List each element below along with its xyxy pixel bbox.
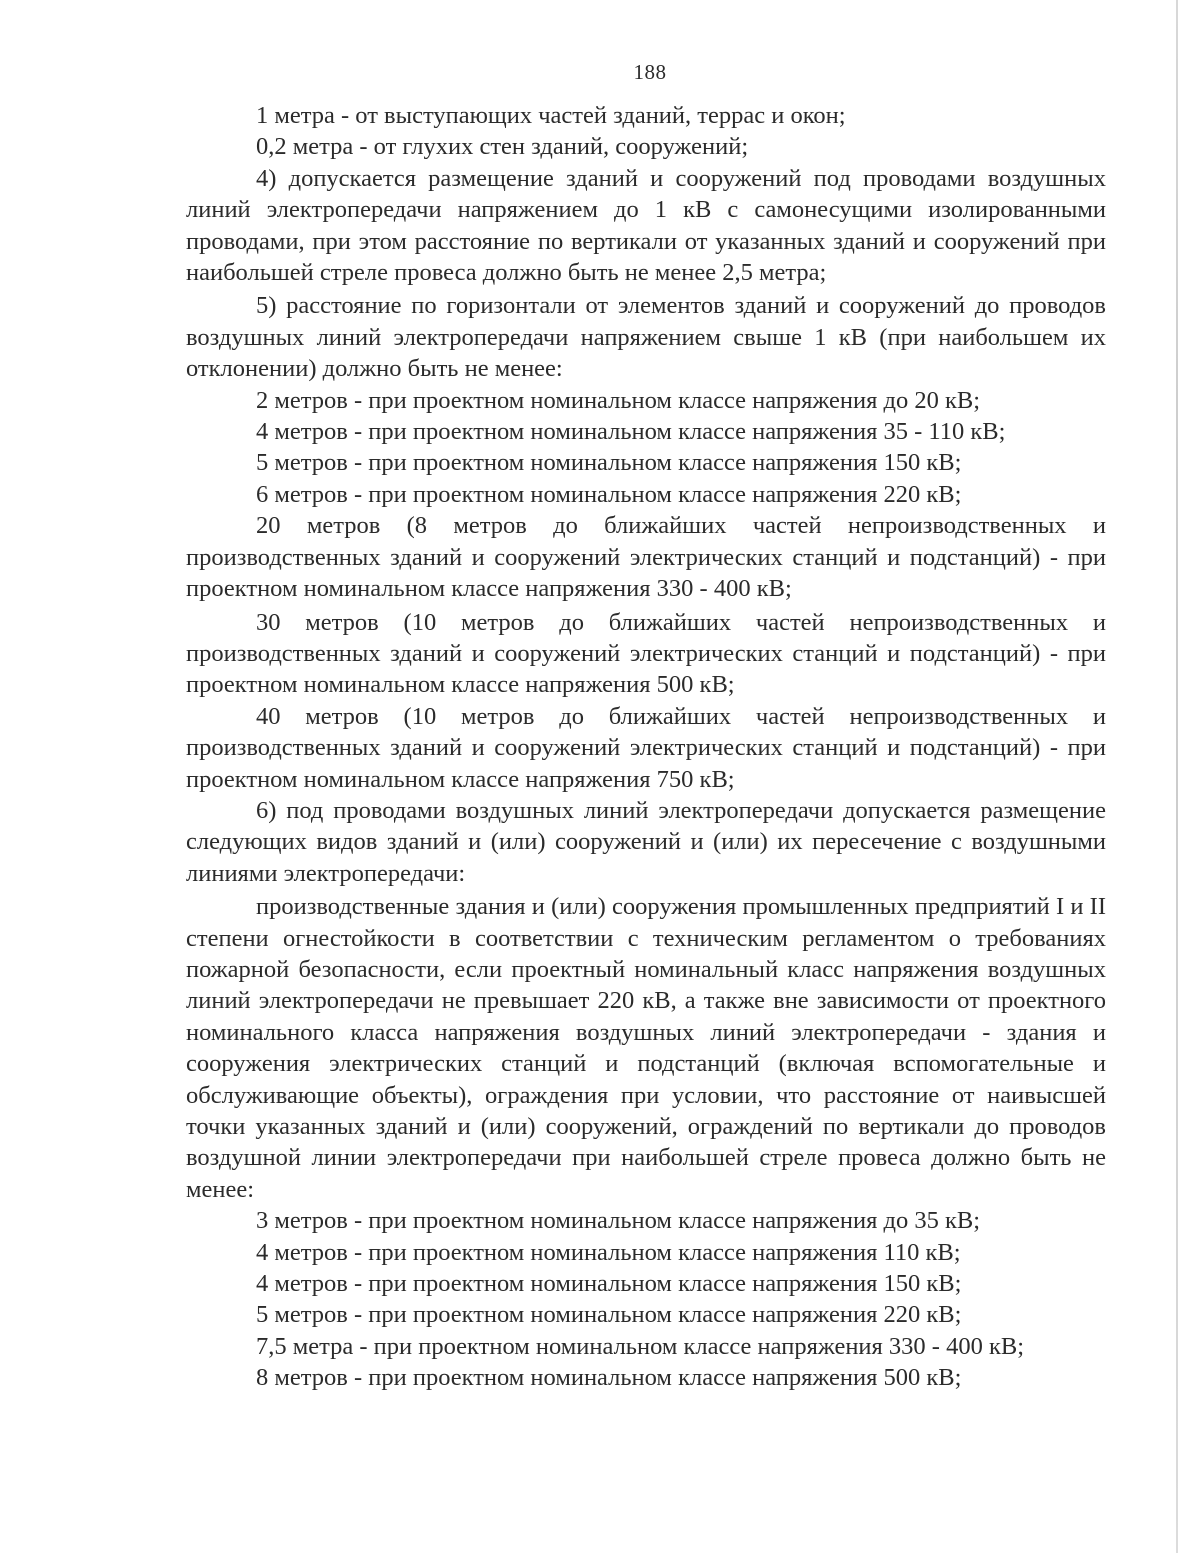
paragraph-8: 6 метров - при проектном номинальном классе напряжения 220 кВ;: [256, 480, 962, 508]
page-number: 188: [633, 60, 667, 84]
paragraph-5: 2 метров - при проектном номинальном классе напряжения до 20 кВ;: [256, 386, 981, 414]
paragraph-7: 5 метров - при проектном номинальном классе напряжения 150 кВ;: [256, 449, 962, 477]
paragraph-13: производственные здания и (или) сооружения промышленных предприятий I и II степени огнестойкости в соответствии с техническим регламентом о требованиях пожарной безопасности, если проектный номинальный класс напряжения воздушных линий электропередачи не превышает 220 кВ, а также вне зависимости от проектного номинального класса напряжения воздушных линий электропередачи - здания и сооружения электрических станций и подстанций (включая вспомогательные и обслуживающие объекты), ограждения при условии, что расстояние от наивысшей точки указанных зданий и (или) сооружений, ограждений по вертикали до проводов воздушной линии электропередачи при наибольшей стреле провеса должно быть не менее:: [186, 893, 1106, 1203]
paragraph-19: 8 метров - при проектном номинальном классе напряжения 500 кВ;: [256, 1364, 962, 1392]
paragraph-18: 7,5 метра - при проектном номинальном классе напряжения 330 - 400 кВ;: [256, 1332, 1025, 1360]
paragraph-17: 5 метров - при проектном номинальном классе напряжения 220 кВ;: [256, 1301, 962, 1329]
paragraph-2: 0,2 метра - от глухих стен зданий, сооружений;: [256, 133, 749, 161]
paragraph-16: 4 метров - при проектном номинальном классе напряжения 150 кВ;: [256, 1270, 962, 1298]
paragraph-6: 4 метров - при проектном номинальном классе напряжения 35 - 110 кВ;: [256, 418, 1006, 446]
paragraph-1: 1 метра - от выступающих частей зданий, террас и окон;: [256, 102, 846, 129]
paragraph-11: 40 метров (10 метров до ближайших частей непроизводственных и производственных зданий и сооружений электрических станций и подстанций) - при проектном номинальном классе напряжения 750 кВ;: [186, 702, 1106, 793]
document-body: [186, 100, 1106, 1394]
paragraph-14: 3 метров - при проектном номинальном классе напряжения до 35 кВ;: [256, 1207, 981, 1235]
paragraph-9: 20 метров (8 метров до ближайших частей непроизводственных и производственных зданий и сооружений электрических станций и подстанций) - при проектном номинальном классе напряжения 330 - 400 кВ;: [186, 512, 1106, 603]
paragraph-4: 5) расстояние по горизонтали от элементов зданий и сооружений до проводов воздушных линий электропередачи напряжением свыше 1 кВ (при наибольшем их отклонении) должно быть не менее:: [186, 292, 1106, 383]
paragraph-10: 30 метров (10 метров до ближайших частей непроизводственных и производственных зданий и сооружений электрических станций и подстанций) - при проектном номинальном классе напряжения 500 кВ;: [186, 608, 1106, 699]
scan-edge-line: [1176, 0, 1178, 1553]
paragraph-15: 4 метров - при проектном номинальном классе напряжения 110 кВ;: [256, 1238, 961, 1266]
paragraph-12: 6) под проводами воздушных линий электропередачи допускается размещение следующих видов зданий и (или) сооружений и (или) их пересечение с воздушными линиями электропередачи:: [186, 796, 1106, 887]
paragraph-3: 4) допускается размещение зданий и сооружений под проводами воздушных линий электропередачи напряжением до 1 кВ с самонесущими изолированными проводами, при этом расстояние по вертикали от указанных зданий и сооружений при наибольшей стреле провеса должно быть не менее 2,5 метра;: [186, 164, 1106, 287]
